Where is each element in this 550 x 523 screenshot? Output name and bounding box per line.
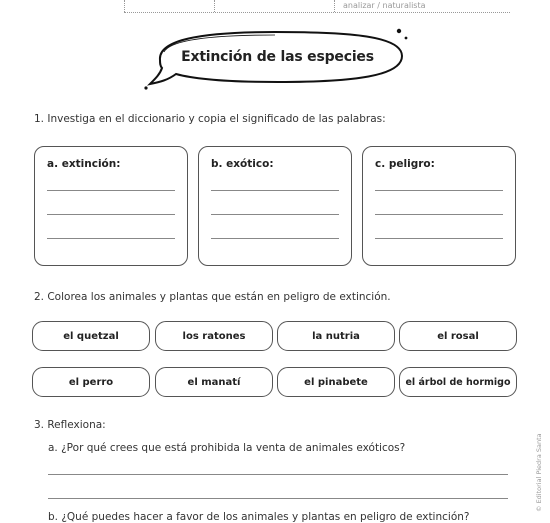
header-small-text: analizar / naturalista [343, 1, 426, 10]
word-box-extincion [34, 146, 188, 266]
word-box-label: a. extinción: [47, 158, 121, 170]
question-3a-text: a. ¿Por qué crees que está prohibida la venta de animales exóticos? [48, 442, 406, 454]
writing-line[interactable] [211, 214, 339, 215]
pill-perro[interactable]: el perro [32, 367, 150, 397]
pill-rosal[interactable]: el rosal [399, 321, 517, 351]
word-box-label: c. peligro: [375, 158, 435, 170]
header-divider [214, 0, 215, 12]
pill-pinabete[interactable]: el pinabete [277, 367, 395, 397]
writing-line[interactable] [47, 190, 175, 191]
question-2-text: 2. Colorea los animales y plantas que están en peligro de extinción. [34, 291, 391, 303]
answer-line[interactable] [48, 474, 508, 475]
writing-line[interactable] [375, 238, 503, 239]
question-1-text: 1. Investiga en el diccionario y copia el significado de las palabras: [34, 113, 386, 125]
title-bubble [140, 22, 415, 92]
header-rule [124, 12, 510, 13]
pill-quetzal[interactable]: el quetzal [32, 321, 150, 351]
pill-nutria[interactable]: la nutria [277, 321, 395, 351]
word-box-label: b. exótico: [211, 158, 274, 170]
publisher-credit: © Editorial Piedra Santa [535, 433, 543, 512]
header-divider [334, 0, 335, 12]
page-title: Extinción de las especies [181, 49, 374, 65]
writing-line[interactable] [375, 190, 503, 191]
writing-line[interactable] [211, 190, 339, 191]
answer-line[interactable] [48, 498, 508, 499]
writing-line[interactable] [375, 214, 503, 215]
word-box-exotico [198, 146, 352, 266]
question-3-text: 3. Reflexiona: [34, 419, 106, 431]
writing-line[interactable] [47, 214, 175, 215]
pill-arbol-hormigo[interactable]: el árbol de hormigo [399, 367, 517, 397]
pill-ratones[interactable]: los ratones [155, 321, 273, 351]
writing-line[interactable] [47, 238, 175, 239]
pill-manati[interactable]: el manatí [155, 367, 273, 397]
word-box-peligro [362, 146, 516, 266]
question-3b-text: b. ¿Qué puedes hacer a favor de los animales y plantas en peligro de extinción? [48, 511, 470, 523]
header-divider [124, 0, 125, 12]
writing-line[interactable] [211, 238, 339, 239]
